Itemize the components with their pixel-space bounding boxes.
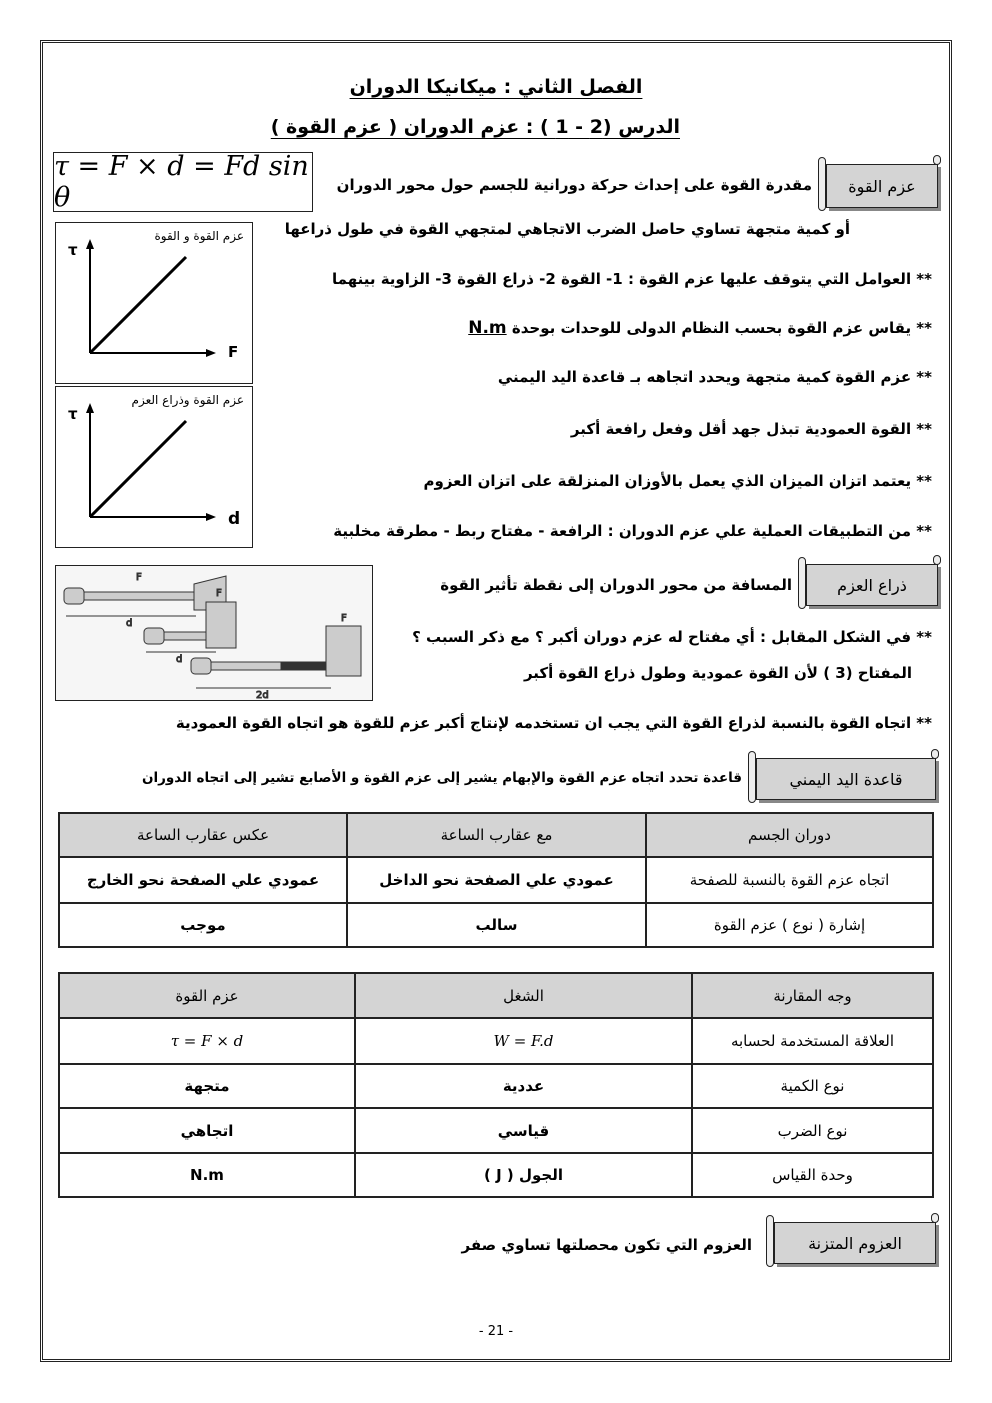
direction-note: ** اتجاه القوة بالنسبة لذراع القوة التي يجب ان تستخدمه لإنتاج أكبر عزم للقوة هو اتجاه القوة العمودية: [175, 714, 932, 732]
svg-text:2d: 2d: [256, 690, 269, 700]
table-cell: نوع الضرب: [692, 1108, 933, 1153]
torque-force-graph: [55, 222, 253, 384]
unit-value: N.m: [468, 318, 507, 338]
table-cell: نوع الكمية: [692, 1064, 933, 1108]
table-cell: متجهة: [59, 1064, 355, 1108]
graph-title: عزم القوة و القوة: [154, 229, 244, 243]
svg-text:d: d: [176, 654, 183, 665]
table-cell: موجب: [59, 903, 347, 947]
note-balance: ** يعتمد اتزان الميزان الذي يعمل بالأوزان المنزلقة على اتزان العزوم: [423, 472, 932, 490]
table-cell: العلاقة المستخدمة لحسابه: [692, 1018, 933, 1064]
table-cell: إشارة ( نوع ) عزم القوة: [646, 903, 933, 947]
table-header: دوران الجسم: [646, 813, 933, 857]
wrench-answer: المفتاح (3 ) لأن القوة عمودية وطول ذراع القوة أكبر: [523, 664, 912, 682]
graph-x-label: d: [228, 509, 241, 529]
table-cell: اتجاه عزم القوة بالنسبة للصفحة: [646, 857, 933, 903]
graph-axes: [56, 387, 252, 547]
note-unit: [468, 318, 932, 338]
table-cell: عمودي علي الصفحة نحو الداخل: [347, 857, 646, 903]
torque-formula: τ = F × d = Fd sin θ: [53, 152, 313, 212]
table-cell: قياسي: [355, 1108, 692, 1153]
table-cell: N.m: [59, 1153, 355, 1197]
table-header: عكس عقارب الساعة: [59, 813, 347, 857]
table-cell: τ = F × d: [59, 1018, 355, 1064]
rhr-label: قاعدة اليد اليمني: [756, 758, 936, 800]
table-header: الشغل: [355, 973, 692, 1018]
graph-y-label: τ: [68, 405, 78, 423]
table-cell: W = F.d: [355, 1018, 692, 1064]
wrench-figure: [55, 565, 373, 701]
table-cell: وحدة القياس: [692, 1153, 933, 1197]
svg-text:F: F: [341, 613, 347, 624]
arm-definition: المسافة من محور الدوران إلى نقطة تأثير القوة: [440, 576, 792, 594]
svg-text:F: F: [216, 588, 222, 599]
comparison-table: [58, 972, 934, 1198]
graph-y-label: τ: [68, 241, 78, 259]
rotation-table: [58, 812, 934, 948]
torque-definition-alt: أو كمية متجهة تساوي حاصل الضرب الاتجاهي لمتجهي القوة في طول ذراعها: [284, 220, 850, 238]
note-factors: ** العوامل التي يتوقف عليها عزم القوة : 1- القوة 2- ذراع القوة 3- الزاوية بينهما: [332, 270, 932, 288]
wrench-question: ** في الشكل المقابل : أي مفتاح له عزم دوران أكبر ؟ مع ذكر السبب ؟: [412, 628, 932, 646]
svg-text:F: F: [136, 572, 142, 583]
arm-label: ذراع العزم: [806, 564, 938, 606]
wrench-illustration: [56, 566, 372, 700]
rhr-definition: قاعدة تحدد اتجاه عزم القوة والإبهام يشير إلى عزم القوة و الأصابع تشير إلى اتجاه الدوران: [141, 770, 742, 786]
note-text: ** يقاس عزم القوة بحسب النظام الدولى للوحدات بوحدة: [511, 319, 932, 337]
table-header: عزم القوة: [59, 973, 355, 1018]
note-perpendicular: ** القوة العمودية تبذل جهد أقل وفعل رافعة أكبر: [570, 420, 932, 438]
balanced-label: العزوم المتزنة: [774, 1222, 936, 1264]
torque-definition: مقدرة القوة على إحداث حركة دورانية للجسم حول محور الدوران: [336, 176, 812, 194]
graph-axes: [56, 223, 252, 383]
torque-label: عزم القوة: [826, 164, 938, 208]
table-header: وجه المقارنة: [692, 973, 933, 1018]
graph-x-label: F: [228, 343, 239, 361]
graph-title: عزم القوة وذراع العزم: [131, 393, 244, 407]
table-cell: عددية: [355, 1064, 692, 1108]
page-number: - 21 -: [478, 1324, 514, 1339]
table-cell: عمودي علي الصفحة نحو الخارج: [59, 857, 347, 903]
table-header: مع عقارب الساعة: [347, 813, 646, 857]
table-cell: سالب: [347, 903, 646, 947]
svg-text:d: d: [126, 618, 133, 629]
table-cell: الجول ( J ): [355, 1153, 692, 1197]
lesson-title: الدرس (2 - 1 ) : عزم الدوران ( عزم القوة ): [270, 116, 680, 138]
torque-arm-graph: [55, 386, 253, 548]
chapter-title: الفصل الثاني : ميكانيكا الدوران: [349, 76, 643, 98]
balanced-definition: العزوم التي تكون محصلتها تساوي صفر: [461, 1236, 752, 1254]
note-applications: ** من التطبيقات العملية علي عزم الدوران : الرافعة - مفتاح ربط - مطرقة مخلبية: [333, 522, 932, 540]
table-cell: اتجاهي: [59, 1108, 355, 1153]
note-vector: ** عزم القوة كمية متجهة ويحدد اتجاهه بـ قاعدة اليد اليمني: [497, 368, 932, 386]
